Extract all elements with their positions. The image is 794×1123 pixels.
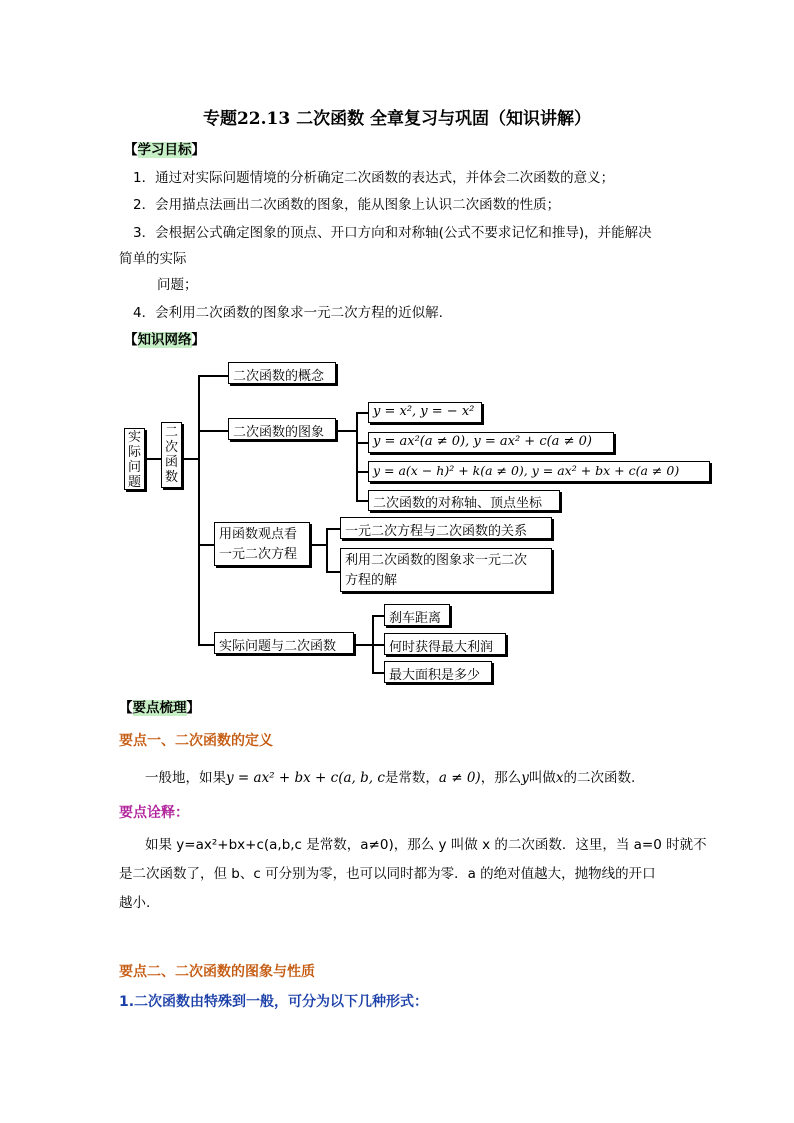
def-text: 一般地，如果 bbox=[145, 770, 226, 786]
connector bbox=[356, 442, 368, 444]
connector bbox=[356, 412, 368, 414]
def-var-x: x bbox=[555, 770, 564, 786]
note-line: 是二次函数了，但 b、c 可分别为零，也可以同时都为零．a 的绝对值越大，抛物线的开口 bbox=[119, 866, 656, 882]
points-heading-text: 要点梳理 bbox=[132, 700, 187, 716]
app-max-profit: 何时获得最大利润 bbox=[384, 633, 506, 655]
connector bbox=[372, 615, 384, 617]
equation-solve-line1: 利用二次函数的图象求一元二次 bbox=[345, 553, 528, 568]
def-text: ，那么 bbox=[480, 770, 522, 786]
connector bbox=[145, 458, 161, 460]
goal-item-continuation: 简单的实际 bbox=[119, 251, 187, 267]
point2-title: 要点二、二次函数的图象与性质 bbox=[119, 964, 315, 980]
connector bbox=[198, 375, 228, 377]
connector bbox=[372, 672, 384, 674]
branch-equation-line2: 一元二次方程 bbox=[219, 547, 298, 562]
root-box-practical: 实际问题 bbox=[124, 428, 145, 490]
page-title: 专题22.13 二次函数 全章复习与巩固（知识讲解） bbox=[202, 109, 592, 129]
branch-application: 实际问题与二次函数 bbox=[214, 632, 354, 654]
form-axis-vertex: 二次函数的对称轴、顶点坐标 bbox=[368, 490, 560, 511]
branch-equation bbox=[214, 522, 310, 566]
point2-subtitle: 1.二次函数由特殊到一般，可分为以下几种形式： bbox=[119, 994, 429, 1010]
connector bbox=[198, 430, 228, 432]
connector bbox=[198, 644, 214, 646]
section-heading-goals: 【学习目标】 bbox=[124, 142, 205, 158]
def-text: 的二次函数. bbox=[563, 770, 636, 786]
connector bbox=[356, 412, 358, 500]
app-max-area: 最大面积是多少 bbox=[384, 661, 492, 683]
equation-solve-line2: 方程的解 bbox=[345, 573, 398, 588]
point1-definition bbox=[145, 766, 635, 786]
connector bbox=[326, 528, 328, 571]
branch-graph: 二次函数的图象 bbox=[228, 418, 336, 440]
connector bbox=[356, 471, 368, 473]
root-box-quadratic: 二次函数 bbox=[161, 422, 182, 488]
goal-item: 2．会用描点法画出二次函数的图象，能从图象上认识二次函数的性质； bbox=[133, 197, 561, 213]
note-line: 如果 y=ax²+bx+c(a,b,c 是常数，a≠0)，那么 y 叫做 x 的二次函数．这里，当 a=0 时就不 bbox=[145, 837, 707, 853]
connector bbox=[326, 528, 340, 530]
goal-item: 3．会根据公式确定图象的顶点、开口方向和对称轴(公式不要求记忆和推导)，并能解决 bbox=[133, 225, 652, 241]
connector bbox=[310, 544, 326, 546]
connector bbox=[198, 375, 200, 645]
connector bbox=[336, 430, 356, 432]
def-condition: a ≠ 0) bbox=[438, 770, 481, 786]
section-heading-network: 【知识网络】 bbox=[124, 332, 205, 348]
section-heading-points: 【要点梳理】 bbox=[119, 700, 200, 716]
form-general: y = a(x − h)² + k(a ≠ 0), y = ax² + bx + c(a ≠ 0) bbox=[368, 461, 710, 482]
def-text: 叫做 bbox=[528, 770, 556, 786]
goal-item: 4．会利用二次函数的图象求一元二次方程的近似解. bbox=[133, 305, 443, 321]
connector bbox=[354, 644, 372, 646]
connector bbox=[198, 544, 214, 546]
goals-heading-text: 学习目标 bbox=[137, 142, 192, 158]
connector bbox=[326, 571, 340, 573]
equation-solve bbox=[340, 548, 552, 592]
connector bbox=[372, 644, 384, 646]
branch-equation-line1: 用函数观点看 bbox=[219, 527, 298, 542]
connector bbox=[356, 500, 368, 502]
note-title: 要点诠释： bbox=[119, 805, 189, 821]
goal-item-continuation: 问题； bbox=[157, 277, 198, 293]
def-text: 是常数， bbox=[384, 770, 439, 786]
point1-title: 要点一、二次函数的定义 bbox=[119, 733, 273, 749]
branch-concept: 二次函数的概念 bbox=[228, 362, 336, 384]
def-formula: y = ax² + bx + c(a, b, c bbox=[226, 770, 385, 786]
form-vertex-c: y = ax²(a ≠ 0), y = ax² + c(a ≠ 0) bbox=[368, 432, 614, 453]
def-var-y: y bbox=[521, 770, 529, 786]
connector bbox=[182, 458, 198, 460]
equation-relation: 一元二次方程与二次函数的关系 bbox=[340, 517, 552, 539]
note-line: 越小. bbox=[119, 895, 151, 911]
network-heading-text: 知识网络 bbox=[137, 332, 192, 348]
goal-item: 1．通过对实际问题情境的分析确定二次函数的表达式，并体会二次函数的意义； bbox=[133, 170, 615, 186]
form-basic: y = x², y = − x² bbox=[368, 402, 482, 423]
app-braking: 刹车距离 bbox=[384, 604, 450, 626]
